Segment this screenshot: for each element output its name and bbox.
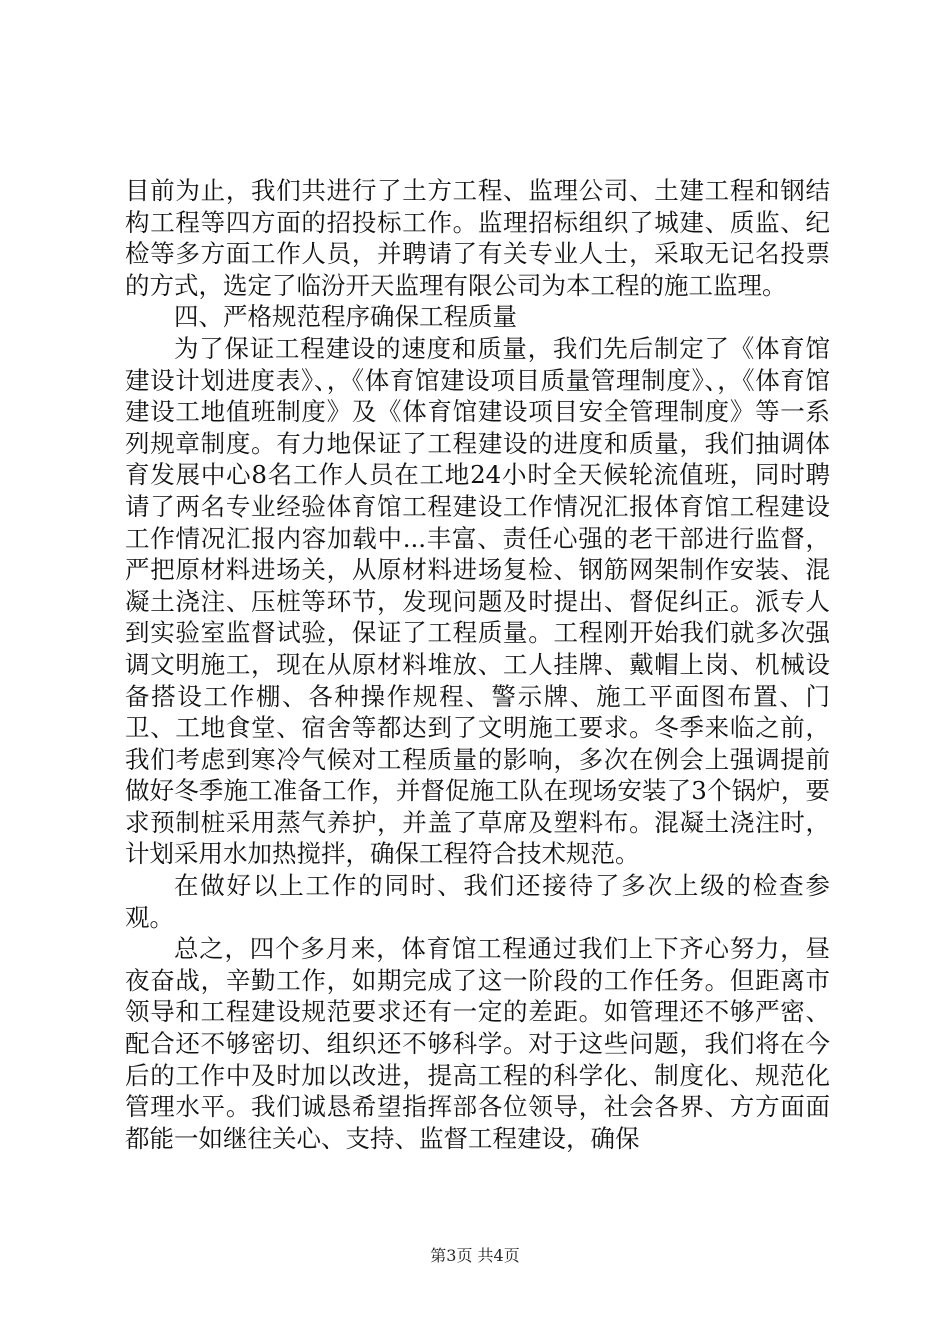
paragraph-quality-measures: 为了保证工程建设的速度和质量，我们先后制定了《体育馆建设计划进度表》、，《体育馆建设项目质量管理制度》、，《体育馆建设工地值班制度》及《体育馆建设项目安全管理制度》等一系列规章制度。有力地保证了工程建设的进度和质量，我们抽调体育发展中心8名工作人员在工地24小时全天候轮流值班，同时聘请了两名专业经验体育馆工程建设工作情况汇报体育馆工程建设工作情况汇报内容加载中...丰富、责任心强的老干部进行监督，严把原材料进场关，从原材料进场复检、钢筋网架制作安装、混凝土浇注、压桩等环节，发现问题及时提出、督促纠正。派专人到实验室监督试验，保证了工程质量。工程刚开始我们就多次强调文明施工，现在从原材料堆放、工人挂牌、戴帽上岗、机械设备搭设工作棚、各种操作规程、警示牌、施工平面图布置、门卫、工地食堂、宿舍等都达到了文明施工要求。冬季来临之前，我们考虑到寒冷气候对工程质量的影响，多次在例会上强调提前做好冬季施工准备工作，并督促施工队在现场安装了3个锅炉，要求预制桩采用蒸气养护，并盖了草席及塑料布。混凝土浇注时，计划采用水加热搅拌，确保工程符合技术规范。 (125, 333, 830, 869)
paragraph-bidding-summary: 目前为止，我们共进行了土方工程、监理公司、土建工程和钢结构工程等四方面的招投标工作。监理招标组织了城建、质监、纪检等多方面工作人员，并聘请了有关专业人士，采取无记名投票的方式，选定了临汾开天监理有限公司为本工程的施工监理。 (125, 176, 830, 300)
paragraph-inspections: 在做好以上工作的同时、我们还接待了多次上级的检查参观。 (125, 871, 830, 932)
document-body (125, 175, 830, 1154)
section-heading-quality: 四、严格规范程序确保工程质量 (174, 302, 517, 332)
page-number-footer: 第3页 共4页 (430, 1246, 520, 1265)
paragraph-conclusion: 总之，四个多月来，体育馆工程通过我们上下齐心努力，昼夜奋战，辛勤工作，如期完成了这一阶段的工作任务。但距离市领导和工程建设规范要求还有一定的差距。如管理还不够严密、配合还不够密切、组织还不够科学。对于这些问题，我们将在今后的工作中及时加以改进，提高工程的科学化、制度化、规范化管理水平。我们诚恳希望指挥部各位领导，社会各界、方方面面都能一如继往关心、支持、监督工程建设，确保 (125, 934, 830, 1153)
